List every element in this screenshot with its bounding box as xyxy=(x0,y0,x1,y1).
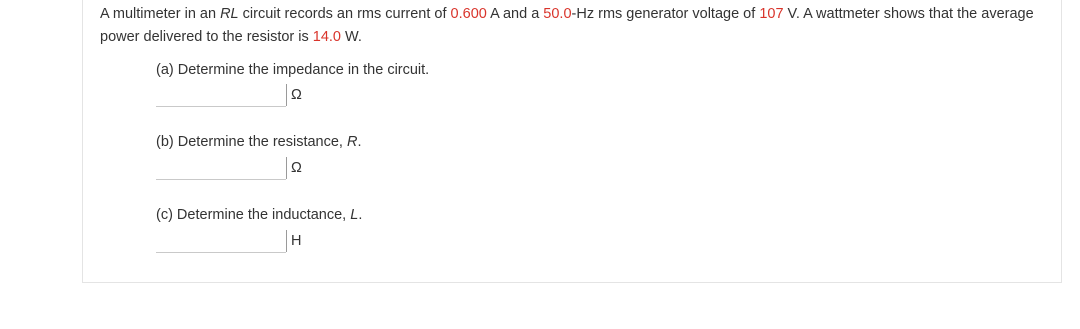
problem-text-4: -Hz rms generator voltage of xyxy=(571,6,760,22)
current-value: 0.600 xyxy=(450,6,487,22)
part-b-variable: R xyxy=(347,134,358,150)
problem-text-6: W. xyxy=(341,29,362,45)
part-b-text: (b) Determine the resistance, xyxy=(156,134,347,150)
part-a-answer xyxy=(156,84,306,106)
impedance-input[interactable] xyxy=(156,84,286,107)
ohm-unit-label: Ω xyxy=(286,157,302,179)
part-a-prompt xyxy=(156,60,429,80)
problem-text-3: A and a xyxy=(486,6,544,22)
problem-text-2: circuit records an rms current of xyxy=(238,6,451,22)
part-c-text: (c) Determine the inductance, xyxy=(156,207,351,223)
problem-statement xyxy=(100,3,1050,49)
part-c-answer xyxy=(156,230,306,252)
problem-text-5: V. A wattmeter shows that the average power delivered to the resistor is xyxy=(100,6,1034,45)
frequency-value: 50.0 xyxy=(543,6,572,22)
part-c-variable: L xyxy=(350,207,359,223)
inductance-input[interactable] xyxy=(156,230,286,253)
resistance-input[interactable] xyxy=(156,157,286,180)
ohm-unit-label: Ω xyxy=(286,84,302,106)
voltage-value: 107 xyxy=(759,6,784,22)
part-b-answer xyxy=(156,157,306,179)
henry-unit-label: H xyxy=(286,230,301,252)
part-b-suffix: . xyxy=(357,134,362,150)
part-c-suffix: . xyxy=(358,207,363,223)
part-c-prompt xyxy=(156,205,362,225)
circuit-type: RL xyxy=(220,6,239,22)
part-a-text: (a) Determine the impedance in the circuit. xyxy=(156,62,430,78)
part-b-prompt xyxy=(156,132,362,152)
power-value: 14.0 xyxy=(312,29,341,45)
problem-text-1: A multimeter in an xyxy=(100,6,221,22)
